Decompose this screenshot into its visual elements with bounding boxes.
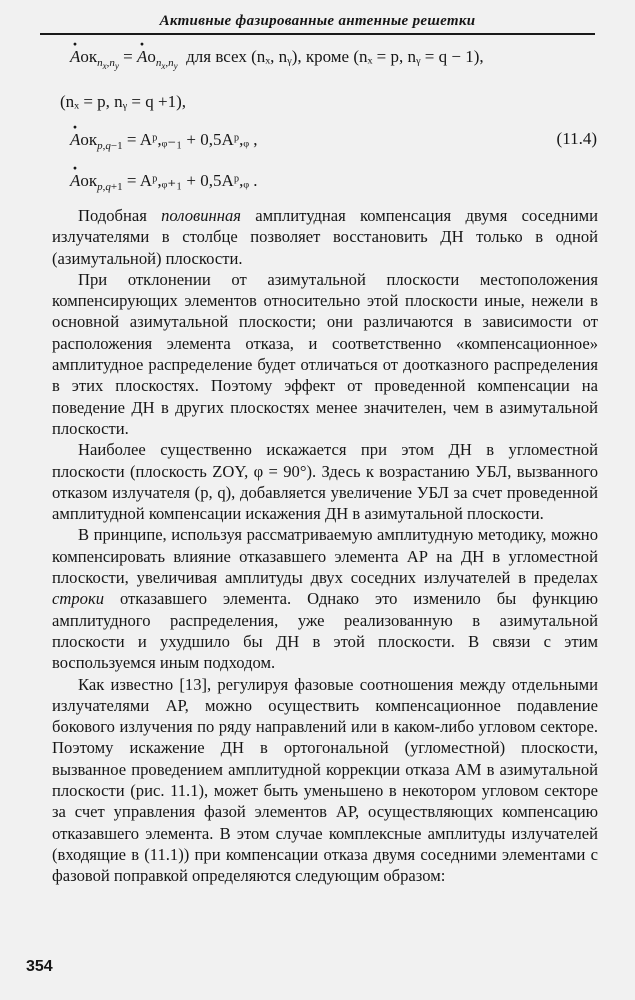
equation-number: (11.4) [556, 129, 597, 148]
paragraph: Как известно [13], регулируя фазовые соотношения между отдельными излучателями АР, можно осуществить компенсационное подавление бокового излучения по ряду направлений или в каком-либо угловом секторе. Поэтому искажение ДН в ортогональной (угломестной) плоскости, вызванное проведением амплитудной коррекции отказа АМ в азимутальной плоскости (рис. 11.1), может быть уменьшено в некотором угловом секторе за счет управления фазой элементов АР, осуществляющих компенсацию отказавшего элемента. В этом случае комплексные амплитуды излучателей (входящие в (11.1)) при компенсации отказа двумя соседними элементами с фазовой поправкой определяются следующим образом: [52, 674, 598, 886]
page-number: 354 [26, 958, 53, 975]
body-text [52, 205, 598, 887]
paragraph: При отклонении от азимутальной плоскости местоположения компенсирующих элементов относительно этой плоскости иные, нежели в основной азимутальной плоскости; они различаются в зависимости от расположения элемента отказа, и соответственно «компенсационное» амплитудное распределение будет отличаться от доотказного распределения в этих плоскостях. Поэтому эффект от проведенной компенсации на поведение ДН в других плоскостях менее значителен, чем в азимутальной плоскости. [52, 269, 598, 438]
running-title: Активные фазированные антенные решетки [159, 12, 476, 29]
equation-line-2-condition: (nₓ = p, nᵧ = q +1), [60, 92, 187, 111]
running-header [0, 6, 635, 36]
equation-line-3-rhs: = Aᵖ,ᵩ₋₁ + 0,5Aᵖ,ᵩ , [126, 130, 258, 149]
paragraph: Наиболее существенно искажается при этом ДН в угломестной плоскости (плоскость ZOY, φ = 90°). Здесь к возрастанию УБЛ, вызванного отказом излучателя (p, q), добавляется увеличение УБЛ за счет проведенной амплитудной компенсации искажения ДН в азимутальной плоскости. [52, 440, 598, 524]
equation-line-3: · Aок$_{p,q-1}$ = Aᵖ,ᵩ₋₁ + 0,5Aᵖ,ᵩ , [70, 129, 258, 157]
equation-line-1-condition: для всех (nₓ, nᵧ), кроме (nₓ = p, nᵧ = q − 1), [186, 47, 484, 66]
header-rule [40, 33, 595, 35]
equation-line-4-rhs: = Aᵖ,ᵩ₊₁ + 0,5Aᵖ,ᵩ . [126, 171, 258, 190]
emphasis: половинная [161, 206, 242, 225]
equation-line-1: · Aок$_{n_x,n_y}$ = · $Aо_{n_x,n_y}$ для всех (nₓ, nᵧ), кроме (nₓ = p, nᵧ = q − 1), [70, 46, 484, 77]
paragraph: В принципе, используя рассматриваемую амплитудную методику, можно компенсировать влияние отказавшего элемента АР на ДН в угломестной плоскости, увеличивая амплитуды двух соседних излучателей в пределах строки отказавшего элемента. Однако это изменило бы функцию амплитудного распределения, уже реализованную в азимутальной плоскости и ухудшило бы ДН в этой плоскости. В связи с этим воспользуемся иным подходом. [52, 525, 598, 673]
equation-line-2 [60, 91, 186, 113]
equation-line-4: · Aок$_{p,q+1}$ = Aᵖ,ᵩ₊₁ + 0,5Aᵖ,ᵩ . [70, 170, 258, 198]
emphasis: строки [52, 589, 105, 609]
paragraph: Подобная половинная амплитудная компенсация двумя соседними излучателями в столбце позволяет восстановить ДН только в одной (азимутальной) плоскости. [52, 206, 598, 268]
